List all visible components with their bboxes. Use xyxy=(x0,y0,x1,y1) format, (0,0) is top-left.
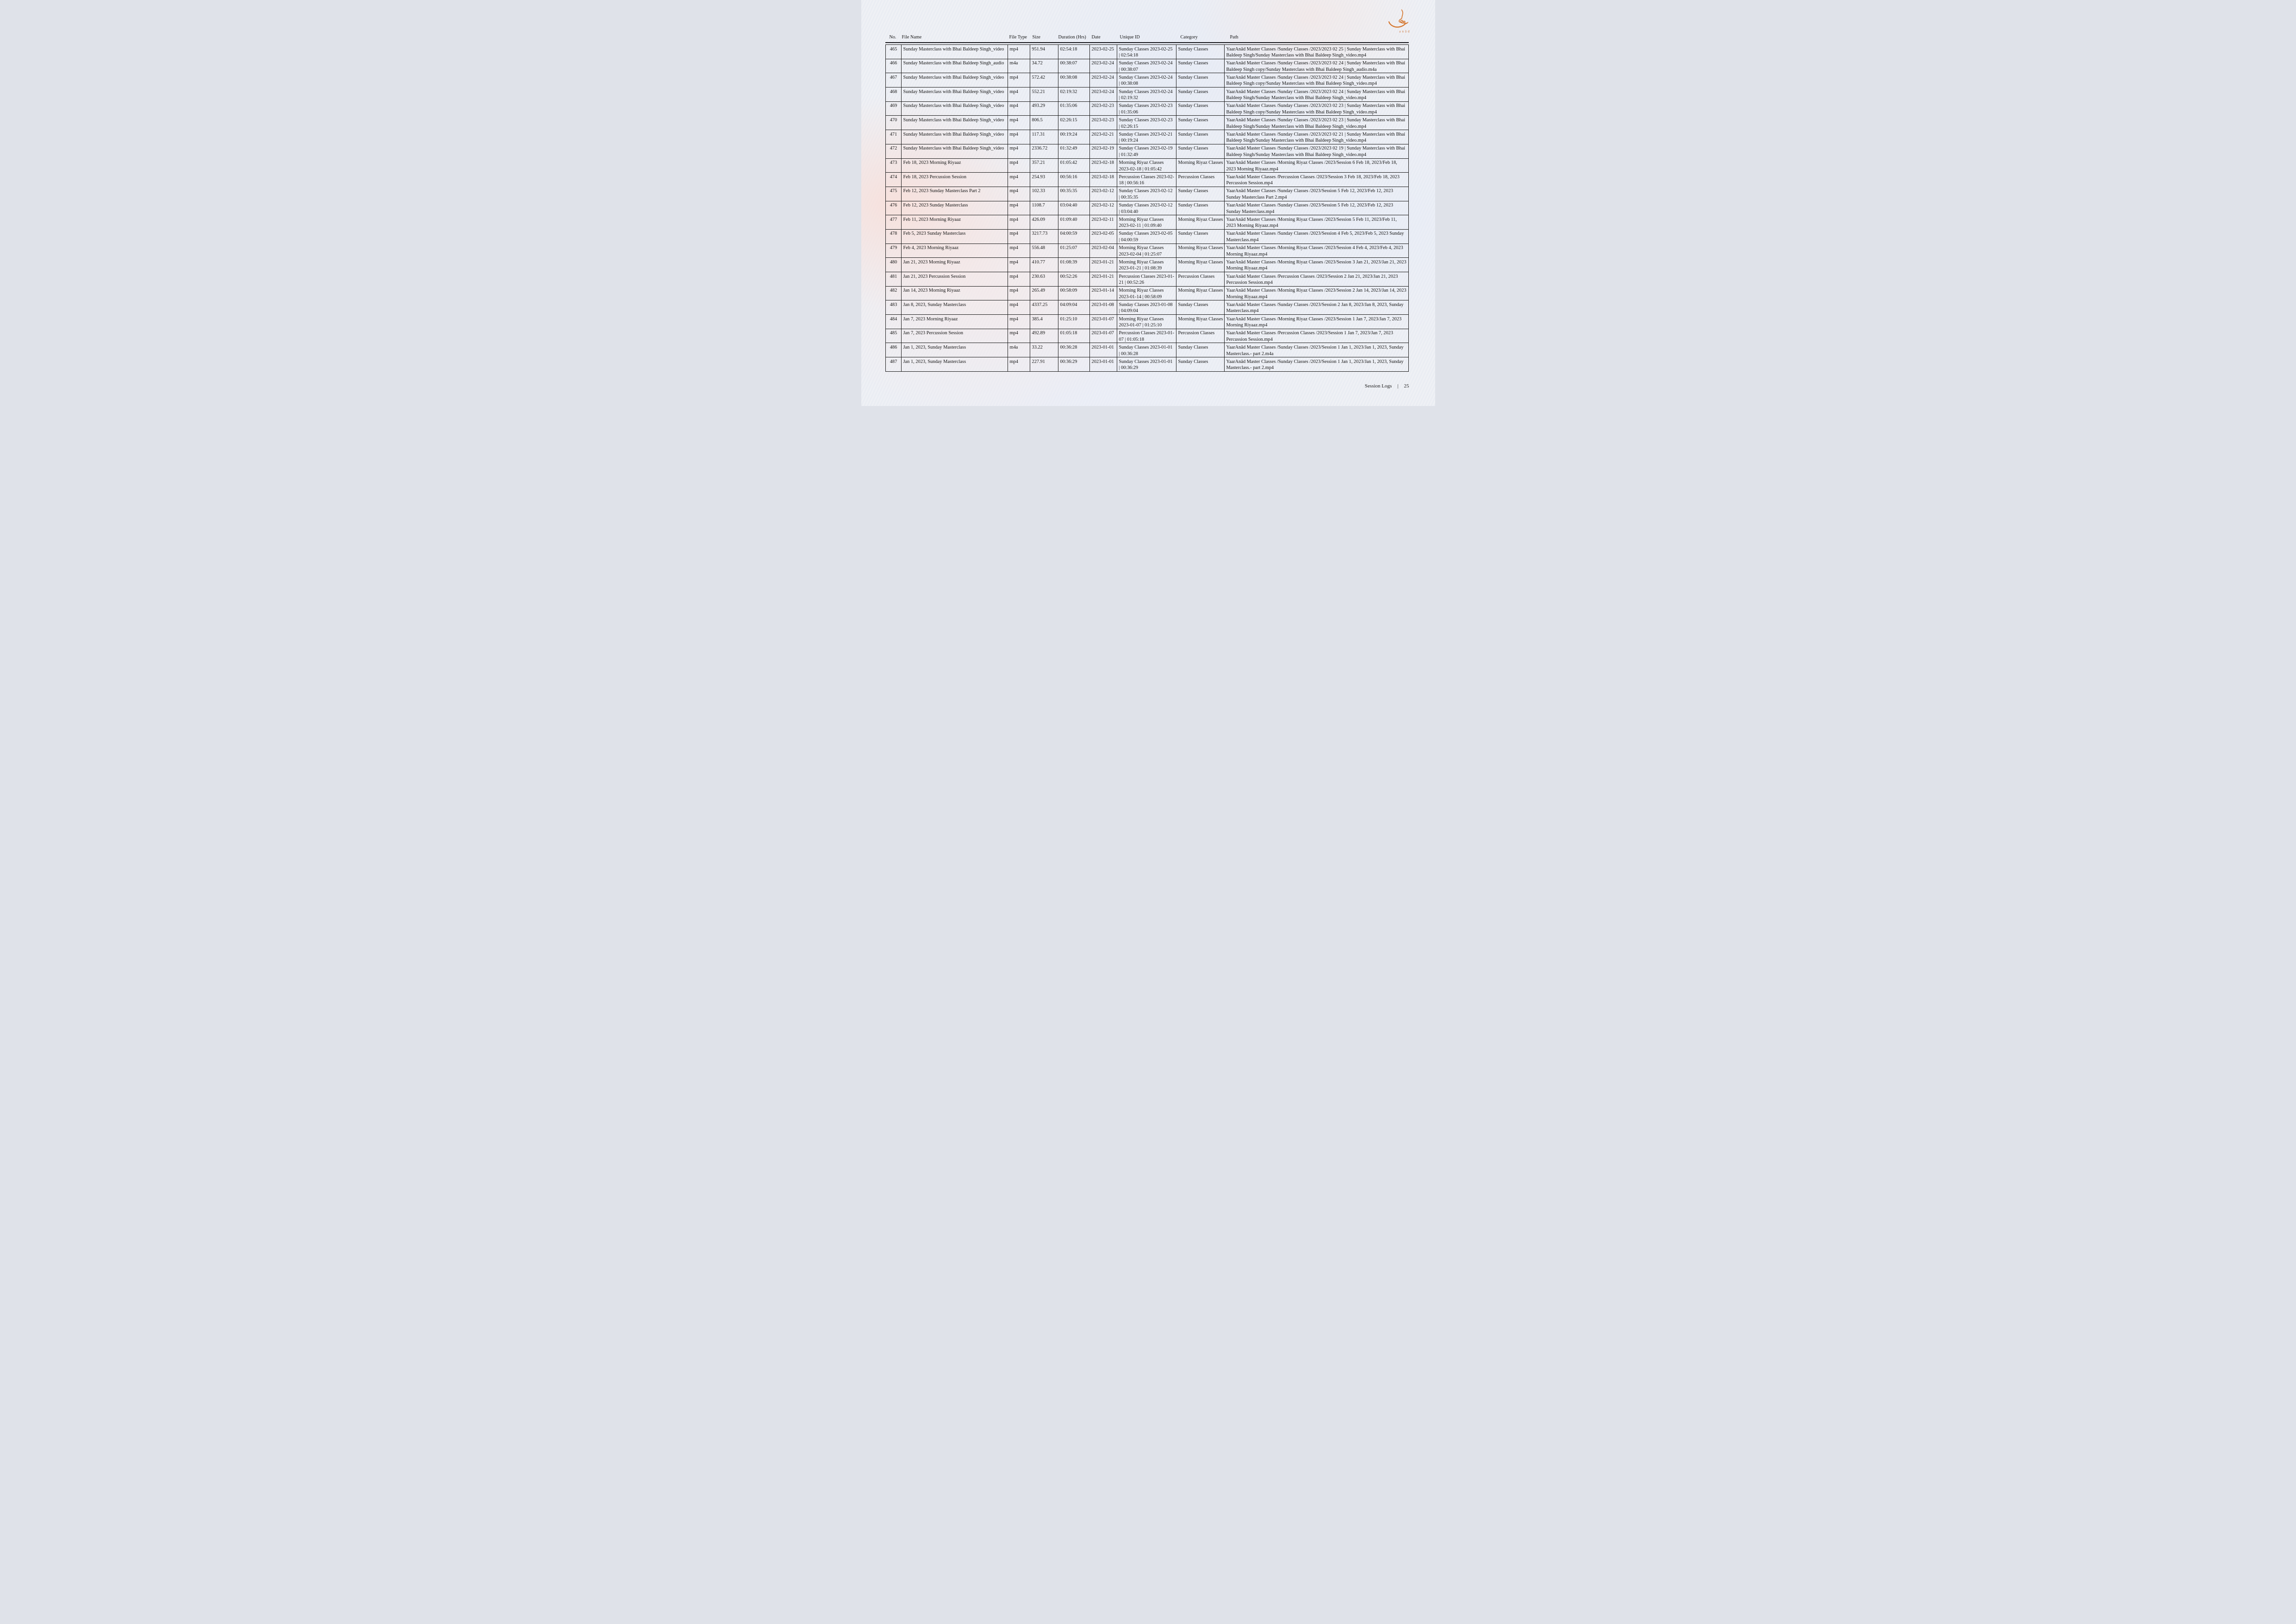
cell-date: 2023-02-25 xyxy=(1089,45,1117,59)
table-row xyxy=(885,173,1408,187)
cell-path: YaarAnād Master Classes /Percussion Classes /2023/Session 2 Jan 21, 2023/Jan 21, 2023 Percussion Session.mp4 xyxy=(1224,272,1408,287)
cell-size: 492.89 xyxy=(1030,329,1058,343)
cell-duration: 01:35:06 xyxy=(1058,101,1089,116)
cell-category: Sunday Classes xyxy=(1176,59,1224,73)
cell-file-type: mp4 xyxy=(1008,173,1030,187)
cell-category: Sunday Classes xyxy=(1176,144,1224,158)
cell-file-type: mp4 xyxy=(1008,130,1030,144)
cell-file-type: mp4 xyxy=(1008,45,1030,59)
cell-duration: 01:25:07 xyxy=(1058,244,1089,258)
cell-file-name: Sunday Masterclass with Bhai Baldeep Singh_video xyxy=(901,45,1008,59)
cell-path: YaarAnād Master Classes /Sunday Classes /2023/Session 1 Jan 1, 2023/Jan 1, 2023, Sunday Masterclass.- part 2.mp4 xyxy=(1224,357,1408,372)
cell-size: 4337.25 xyxy=(1030,300,1058,315)
cell-path: YaarAnād Master Classes /Sunday Classes /2023/2023 02 21 | Sunday Masterclass with Bhai Baldeep Singh/Sunday Masterclass with Bhai Baldeep Singh_video.mp4 xyxy=(1224,130,1408,144)
cell-file-name: Jan 8, 2023, Sunday Masterclass xyxy=(901,300,1008,315)
cell-size: 230.63 xyxy=(1030,272,1058,287)
cell-unique-id: Sunday Classes 2023-01-01 | 00:36:28 xyxy=(1117,343,1176,357)
cell-category: Morning Riyaz Classes xyxy=(1176,286,1224,300)
table-row xyxy=(885,229,1408,244)
cell-duration: 00:56:16 xyxy=(1058,173,1089,187)
cell-duration: 01:32:49 xyxy=(1058,144,1089,158)
cell-file-name: Jan 14, 2023 Morning Riyaaz xyxy=(901,286,1008,300)
table-row xyxy=(885,87,1408,102)
cell-size: 572.42 xyxy=(1030,73,1058,87)
cell-date: 2023-02-12 xyxy=(1089,201,1117,215)
cell-date: 2023-02-18 xyxy=(1089,173,1117,187)
footer-separator: | xyxy=(1397,383,1399,389)
column-header-file-type: File Type xyxy=(1009,35,1027,40)
cell-unique-id: Sunday Classes 2023-02-12 | 03:04:40 xyxy=(1117,201,1176,215)
calligraphy-swirl-icon xyxy=(1388,8,1412,30)
cell-unique-id: Sunday Classes 2023-02-25 | 02:54:18 xyxy=(1117,45,1176,59)
cell-file-name: Jan 7, 2023 Morning Riyaaz xyxy=(901,315,1008,329)
cell-no: 467 xyxy=(885,73,901,87)
cell-date: 2023-02-23 xyxy=(1089,101,1117,116)
cell-file-type: mp4 xyxy=(1008,357,1030,372)
cell-file-type: m4a xyxy=(1008,59,1030,73)
cell-file-name: Sunday Masterclass with Bhai Baldeep Singh_video xyxy=(901,144,1008,158)
cell-unique-id: Morning Riyaz Classes 2023-01-07 | 01:25:10 xyxy=(1117,315,1176,329)
cell-file-type: mp4 xyxy=(1008,315,1030,329)
table-row xyxy=(885,315,1408,329)
cell-path: YaarAnād Master Classes /Sunday Classes /2023/Session 5 Feb 12, 2023/Feb 12, 2023 Sunday Masterclass Part 2.mp4 xyxy=(1224,187,1408,201)
cell-file-name: Feb 18, 2023 Percussion Session xyxy=(901,173,1008,187)
cell-category: Morning Riyaz Classes xyxy=(1176,158,1224,173)
cell-file-name: Feb 4, 2023 Morning Riyaaz xyxy=(901,244,1008,258)
cell-file-type: mp4 xyxy=(1008,272,1030,287)
table-row xyxy=(885,59,1408,73)
cell-unique-id: Sunday Classes 2023-02-23 | 01:35:06 xyxy=(1117,101,1176,116)
cell-unique-id: Sunday Classes 2023-02-12 | 00:35:35 xyxy=(1117,187,1176,201)
cell-duration: 04:09:04 xyxy=(1058,300,1089,315)
cell-file-type: mp4 xyxy=(1008,229,1030,244)
cell-category: Sunday Classes xyxy=(1176,300,1224,315)
cell-category: Sunday Classes xyxy=(1176,87,1224,102)
cell-date: 2023-02-23 xyxy=(1089,116,1117,130)
cell-date: 2023-02-12 xyxy=(1089,187,1117,201)
page-number: 25 xyxy=(1404,383,1409,389)
cell-unique-id: Morning Riyaz Classes 2023-01-14 | 00:58:09 xyxy=(1117,286,1176,300)
cell-path: YaarAnād Master Classes /Sunday Classes /2023/2023 02 19 | Sunday Masterclass with Bhai Baldeep Singh/Sunday Masterclass with Bhai Baldeep Singh_video.mp4 xyxy=(1224,144,1408,158)
cell-duration: 00:38:08 xyxy=(1058,73,1089,87)
cell-path: YaarAnād Master Classes /Sunday Classes /2023/Session 1 Jan 1, 2023/Jan 1, 2023, Sunday Masterclass.- part 2.m4a xyxy=(1224,343,1408,357)
table-row xyxy=(885,201,1408,215)
cell-date: 2023-01-21 xyxy=(1089,258,1117,272)
cell-file-name: Sunday Masterclass with Bhai Baldeep Singh_audio xyxy=(901,59,1008,73)
cell-file-name: Jan 1, 2023, Sunday Masterclass xyxy=(901,343,1008,357)
cell-duration: 04:00:59 xyxy=(1058,229,1089,244)
cell-date: 2023-01-14 xyxy=(1089,286,1117,300)
cell-file-name: Sunday Masterclass with Bhai Baldeep Singh_video xyxy=(901,87,1008,102)
cell-path: YaarAnād Master Classes /Sunday Classes /2023/Session 4 Feb 5, 2023/Feb 5, 2023 Sunday Masterclass.mp4 xyxy=(1224,229,1408,244)
cell-no: 487 xyxy=(885,357,901,372)
cell-unique-id: Morning Riyaz Classes 2023-02-11 | 01:09:40 xyxy=(1117,215,1176,230)
cell-path: YaarAnād Master Classes /Sunday Classes /2023/2023 02 23 | Sunday Masterclass with Bhai Baldeep Singh copy/Sunday Masterclass with Bhai Baldeep Singh_video.mp4 xyxy=(1224,101,1408,116)
cell-no: 471 xyxy=(885,130,901,144)
cell-path: YaarAnād Master Classes /Percussion Classes /2023/Session 1 Jan 7, 2023/Jan 7, 2023 Percussion Session.mp4 xyxy=(1224,329,1408,343)
cell-duration: 01:05:18 xyxy=(1058,329,1089,343)
session-table-body xyxy=(885,45,1408,372)
cell-no: 485 xyxy=(885,329,901,343)
table-column-headers xyxy=(885,35,1409,40)
cell-unique-id: Sunday Classes 2023-01-08 | 04:09:04 xyxy=(1117,300,1176,315)
cell-category: Percussion Classes xyxy=(1176,329,1224,343)
cell-category: Morning Riyaz Classes xyxy=(1176,244,1224,258)
cell-no: 479 xyxy=(885,244,901,258)
cell-duration: 00:58:09 xyxy=(1058,286,1089,300)
table-row xyxy=(885,73,1408,87)
cell-date: 2023-02-24 xyxy=(1089,73,1117,87)
cell-duration: 01:09:40 xyxy=(1058,215,1089,230)
cell-no: 466 xyxy=(885,59,901,73)
cell-category: Sunday Classes xyxy=(1176,187,1224,201)
cell-size: 227.91 xyxy=(1030,357,1058,372)
cell-file-type: mp4 xyxy=(1008,258,1030,272)
cell-file-name: Jan 7, 2023 Percussion Session xyxy=(901,329,1008,343)
table-row xyxy=(885,300,1408,315)
cell-unique-id: Percussion Classes 2023-02-18 | 00:56:16 xyxy=(1117,173,1176,187)
cell-size: 254.93 xyxy=(1030,173,1058,187)
cell-category: Percussion Classes xyxy=(1176,173,1224,187)
column-header-duration: Duration (Hrs) xyxy=(1058,35,1086,40)
cell-duration: 00:38:07 xyxy=(1058,59,1089,73)
cell-file-type: mp4 xyxy=(1008,158,1030,173)
cell-file-type: mp4 xyxy=(1008,116,1030,130)
cell-unique-id: Sunday Classes 2023-02-21 | 00:19:24 xyxy=(1117,130,1176,144)
cell-duration: 02:26:15 xyxy=(1058,116,1089,130)
cell-duration: 00:19:24 xyxy=(1058,130,1089,144)
cell-file-type: m4a xyxy=(1008,343,1030,357)
cell-category: Sunday Classes xyxy=(1176,116,1224,130)
cell-file-name: Sunday Masterclass with Bhai Baldeep Singh_video xyxy=(901,101,1008,116)
cell-unique-id: Sunday Classes 2023-02-24 | 00:38:08 xyxy=(1117,73,1176,87)
cell-no: 480 xyxy=(885,258,901,272)
cell-date: 2023-01-07 xyxy=(1089,329,1117,343)
cell-category: Sunday Classes xyxy=(1176,343,1224,357)
cell-size: 951.94 xyxy=(1030,45,1058,59)
cell-path: YaarAnād Master Classes /Percussion Classes /2023/Session 3 Feb 18, 2023/Feb 18, 2023 Percussion Session.mp4 xyxy=(1224,173,1408,187)
footer-title: Session Logs xyxy=(1364,383,1392,389)
cell-file-type: mp4 xyxy=(1008,300,1030,315)
cell-no: 478 xyxy=(885,229,901,244)
cell-file-type: mp4 xyxy=(1008,73,1030,87)
cell-unique-id: Sunday Classes 2023-02-24 | 02:19:32 xyxy=(1117,87,1176,102)
cell-category: Sunday Classes xyxy=(1176,201,1224,215)
cell-category: Morning Riyaz Classes xyxy=(1176,315,1224,329)
cell-file-type: mp4 xyxy=(1008,101,1030,116)
cell-unique-id: Morning Riyaz Classes 2023-02-18 | 01:05:42 xyxy=(1117,158,1176,173)
cell-path: YaarAnād Master Classes /Sunday Classes /2023/2023 02 23 | Sunday Masterclass with Bhai Baldeep Singh/Sunday Masterclass with Bhai Baldeep Singh_video.mp4 xyxy=(1224,116,1408,130)
cell-unique-id: Sunday Classes 2023-02-05 | 04:00:59 xyxy=(1117,229,1176,244)
cell-no: 474 xyxy=(885,173,901,187)
cell-file-name: Feb 12, 2023 Sunday Masterclass xyxy=(901,201,1008,215)
table-row xyxy=(885,101,1408,116)
cell-category: Morning Riyaz Classes xyxy=(1176,258,1224,272)
column-header-date: Date xyxy=(1091,35,1101,40)
cell-date: 2023-01-08 xyxy=(1089,300,1117,315)
cell-date: 2023-02-04 xyxy=(1089,244,1117,258)
cell-unique-id: Percussion Classes 2023-01-21 | 00:52:26 xyxy=(1117,272,1176,287)
cell-duration: 01:05:42 xyxy=(1058,158,1089,173)
table-row xyxy=(885,244,1408,258)
cell-duration: 01:08:39 xyxy=(1058,258,1089,272)
cell-size: 806.5 xyxy=(1030,116,1058,130)
table-row xyxy=(885,272,1408,287)
cell-date: 2023-01-07 xyxy=(1089,315,1117,329)
cell-path: YaarAnād Master Classes /Sunday Classes /2023/Session 2 Jan 8, 2023/Jan 8, 2023, Sunday Masterclass.mp4 xyxy=(1224,300,1408,315)
cell-file-name: Sunday Masterclass with Bhai Baldeep Singh_video xyxy=(901,130,1008,144)
cell-path: YaarAnād Master Classes /Morning Riyaz Classes /2023/Session 1 Jan 7, 2023/Jan 7, 2023 Morning Riyaaz.mp4 xyxy=(1224,315,1408,329)
cell-no: 477 xyxy=(885,215,901,230)
session-log-table xyxy=(885,44,1409,372)
cell-file-name: Feb 5, 2023 Sunday Masterclass xyxy=(901,229,1008,244)
cell-category: Percussion Classes xyxy=(1176,272,1224,287)
cell-file-type: mp4 xyxy=(1008,244,1030,258)
cell-category: Sunday Classes xyxy=(1176,73,1224,87)
brand-name: anād xyxy=(1399,30,1411,33)
cell-file-name: Jan 1, 2023, Sunday Masterclass xyxy=(901,357,1008,372)
cell-unique-id: Sunday Classes 2023-02-24 | 00:38:07 xyxy=(1117,59,1176,73)
cell-size: 33.22 xyxy=(1030,343,1058,357)
cell-unique-id: Sunday Classes 2023-01-01 | 00:36:29 xyxy=(1117,357,1176,372)
cell-date: 2023-02-24 xyxy=(1089,59,1117,73)
cell-category: Sunday Classes xyxy=(1176,101,1224,116)
cell-unique-id: Sunday Classes 2023-02-23 | 02:26:15 xyxy=(1117,116,1176,130)
cell-path: YaarAnād Master Classes /Sunday Classes /2023/2023 02 24 | Sunday Masterclass with Bhai Baldeep Singh copy/Sunday Masterclass with Bhai Baldeep Singh_audio.m4a xyxy=(1224,59,1408,73)
column-header-unique-id: Unique ID xyxy=(1120,35,1140,40)
column-header-category: Category xyxy=(1180,35,1198,40)
cell-file-name: Feb 11, 2023 Morning Riyaaz xyxy=(901,215,1008,230)
cell-path: YaarAnād Master Classes /Morning Riyaz Classes /2023/Session 4 Feb 4, 2023/Feb 4, 2023 Morning Riyaaz.mp4 xyxy=(1224,244,1408,258)
cell-category: Sunday Classes xyxy=(1176,357,1224,372)
cell-file-type: mp4 xyxy=(1008,329,1030,343)
cell-unique-id: Morning Riyaz Classes 2023-02-04 | 01:25:07 xyxy=(1117,244,1176,258)
cell-file-name: Jan 21, 2023 Percussion Session xyxy=(901,272,1008,287)
cell-duration: 00:52:26 xyxy=(1058,272,1089,287)
cell-unique-id: Percussion Classes 2023-01-07 | 01:05:18 xyxy=(1117,329,1176,343)
cell-file-name: Sunday Masterclass with Bhai Baldeep Singh_video xyxy=(901,73,1008,87)
cell-file-type: mp4 xyxy=(1008,286,1030,300)
cell-size: 102.33 xyxy=(1030,187,1058,201)
cell-no: 469 xyxy=(885,101,901,116)
cell-no: 482 xyxy=(885,286,901,300)
cell-unique-id: Sunday Classes 2023-02-19 | 01:32:49 xyxy=(1117,144,1176,158)
table-row xyxy=(885,343,1408,357)
column-header-path: Path xyxy=(1230,35,1238,40)
cell-no: 476 xyxy=(885,201,901,215)
cell-file-type: mp4 xyxy=(1008,187,1030,201)
cell-no: 486 xyxy=(885,343,901,357)
cell-no: 470 xyxy=(885,116,901,130)
cell-date: 2023-02-21 xyxy=(1089,130,1117,144)
cell-no: 483 xyxy=(885,300,901,315)
cell-category: Sunday Classes xyxy=(1176,130,1224,144)
cell-file-type: mp4 xyxy=(1008,144,1030,158)
cell-no: 475 xyxy=(885,187,901,201)
cell-date: 2023-02-05 xyxy=(1089,229,1117,244)
header-divider xyxy=(885,42,1409,43)
cell-file-name: Jan 21, 2023 Morning Riyaaz xyxy=(901,258,1008,272)
table-row xyxy=(885,116,1408,130)
table-row xyxy=(885,286,1408,300)
cell-duration: 02:54:18 xyxy=(1058,45,1089,59)
cell-path: YaarAnād Master Classes /Morning Riyaz Classes /2023/Session 3 Jan 21, 2023/Jan 21, 2023 Morning Riyaaz.mp4 xyxy=(1224,258,1408,272)
cell-size: 117.31 xyxy=(1030,130,1058,144)
cell-date: 2023-01-01 xyxy=(1089,357,1117,372)
cell-path: YaarAnād Master Classes /Morning Riyaz Classes /2023/Session 2 Jan 14, 2023/Jan 14, 2023 Morning Riyaaz.mp4 xyxy=(1224,286,1408,300)
table-row xyxy=(885,45,1408,59)
cell-date: 2023-01-21 xyxy=(1089,272,1117,287)
cell-duration: 00:36:28 xyxy=(1058,343,1089,357)
cell-duration: 00:36:29 xyxy=(1058,357,1089,372)
table-row xyxy=(885,187,1408,201)
page-footer xyxy=(861,383,1409,389)
document-page xyxy=(861,0,1435,406)
cell-path: YaarAnād Master Classes /Morning Riyaz Classes /2023/Session 6 Feb 18, 2023/Feb 18, 2023 Morning Riyaaz.mp4 xyxy=(1224,158,1408,173)
cell-date: 2023-02-11 xyxy=(1089,215,1117,230)
cell-duration: 01:25:10 xyxy=(1058,315,1089,329)
cell-no: 473 xyxy=(885,158,901,173)
table-row xyxy=(885,158,1408,173)
cell-path: YaarAnād Master Classes /Sunday Classes /2023/2023 02 24 | Sunday Masterclass with Bhai Baldeep Singh copy/Sunday Masterclass with Bhai Baldeep Singh_video.mp4 xyxy=(1224,73,1408,87)
cell-category: Sunday Classes xyxy=(1176,229,1224,244)
cell-no: 481 xyxy=(885,272,901,287)
cell-size: 3217.73 xyxy=(1030,229,1058,244)
cell-no: 465 xyxy=(885,45,901,59)
cell-category: Sunday Classes xyxy=(1176,45,1224,59)
cell-date: 2023-02-18 xyxy=(1089,158,1117,173)
table-row xyxy=(885,215,1408,230)
cell-file-type: mp4 xyxy=(1008,201,1030,215)
cell-no: 472 xyxy=(885,144,901,158)
cell-size: 357.21 xyxy=(1030,158,1058,173)
brand-logo xyxy=(1380,8,1412,33)
cell-no: 484 xyxy=(885,315,901,329)
cell-date: 2023-01-01 xyxy=(1089,343,1117,357)
cell-category: Morning Riyaz Classes xyxy=(1176,215,1224,230)
cell-size: 34.72 xyxy=(1030,59,1058,73)
cell-size: 410.77 xyxy=(1030,258,1058,272)
cell-duration: 02:19:32 xyxy=(1058,87,1089,102)
column-header-file-name: File Name xyxy=(902,35,922,40)
table-row xyxy=(885,258,1408,272)
cell-size: 265.49 xyxy=(1030,286,1058,300)
cell-size: 493.29 xyxy=(1030,101,1058,116)
cell-path: YaarAnād Master Classes /Sunday Classes /2023/2023 02 25 | Sunday Masterclass with Bhai Baldeep Singh/Sunday Masterclass with Bhai Baldeep Singh_video.mp4 xyxy=(1224,45,1408,59)
cell-no: 468 xyxy=(885,87,901,102)
cell-size: 2336.72 xyxy=(1030,144,1058,158)
cell-path: YaarAnād Master Classes /Sunday Classes /2023/2023 02 24 | Sunday Masterclass with Bhai Baldeep Singh/Sunday Masterclass with Bhai Baldeep Singh_video.mp4 xyxy=(1224,87,1408,102)
table-row xyxy=(885,144,1408,158)
cell-file-name: Feb 12, 2023 Sunday Masterclass Part 2 xyxy=(901,187,1008,201)
cell-duration: 00:35:35 xyxy=(1058,187,1089,201)
cell-path: YaarAnād Master Classes /Sunday Classes /2023/Session 5 Feb 12, 2023/Feb 12, 2023 Sunday Masterclass.mp4 xyxy=(1224,201,1408,215)
column-header-size: Size xyxy=(1032,35,1041,40)
cell-date: 2023-02-24 xyxy=(1089,87,1117,102)
cell-date: 2023-02-19 xyxy=(1089,144,1117,158)
cell-file-name: Sunday Masterclass with Bhai Baldeep Singh_video xyxy=(901,116,1008,130)
cell-duration: 03:04:40 xyxy=(1058,201,1089,215)
table-row xyxy=(885,329,1408,343)
cell-size: 385.4 xyxy=(1030,315,1058,329)
table-row xyxy=(885,357,1408,372)
cell-size: 426.09 xyxy=(1030,215,1058,230)
cell-path: YaarAnād Master Classes /Morning Riyaz Classes /2023/Session 5 Feb 11, 2023/Feb 11, 2023 Morning Riyaaz.mp4 xyxy=(1224,215,1408,230)
cell-size: 552.21 xyxy=(1030,87,1058,102)
cell-size: 556.48 xyxy=(1030,244,1058,258)
column-header-no: No. xyxy=(889,35,896,40)
cell-file-type: mp4 xyxy=(1008,87,1030,102)
cell-size: 1108.7 xyxy=(1030,201,1058,215)
table-row xyxy=(885,130,1408,144)
cell-unique-id: Morning Riyaz Classes 2023-01-21 | 01:08:39 xyxy=(1117,258,1176,272)
cell-file-name: Feb 18, 2023 Morning Riyaaz xyxy=(901,158,1008,173)
cell-file-type: mp4 xyxy=(1008,215,1030,230)
